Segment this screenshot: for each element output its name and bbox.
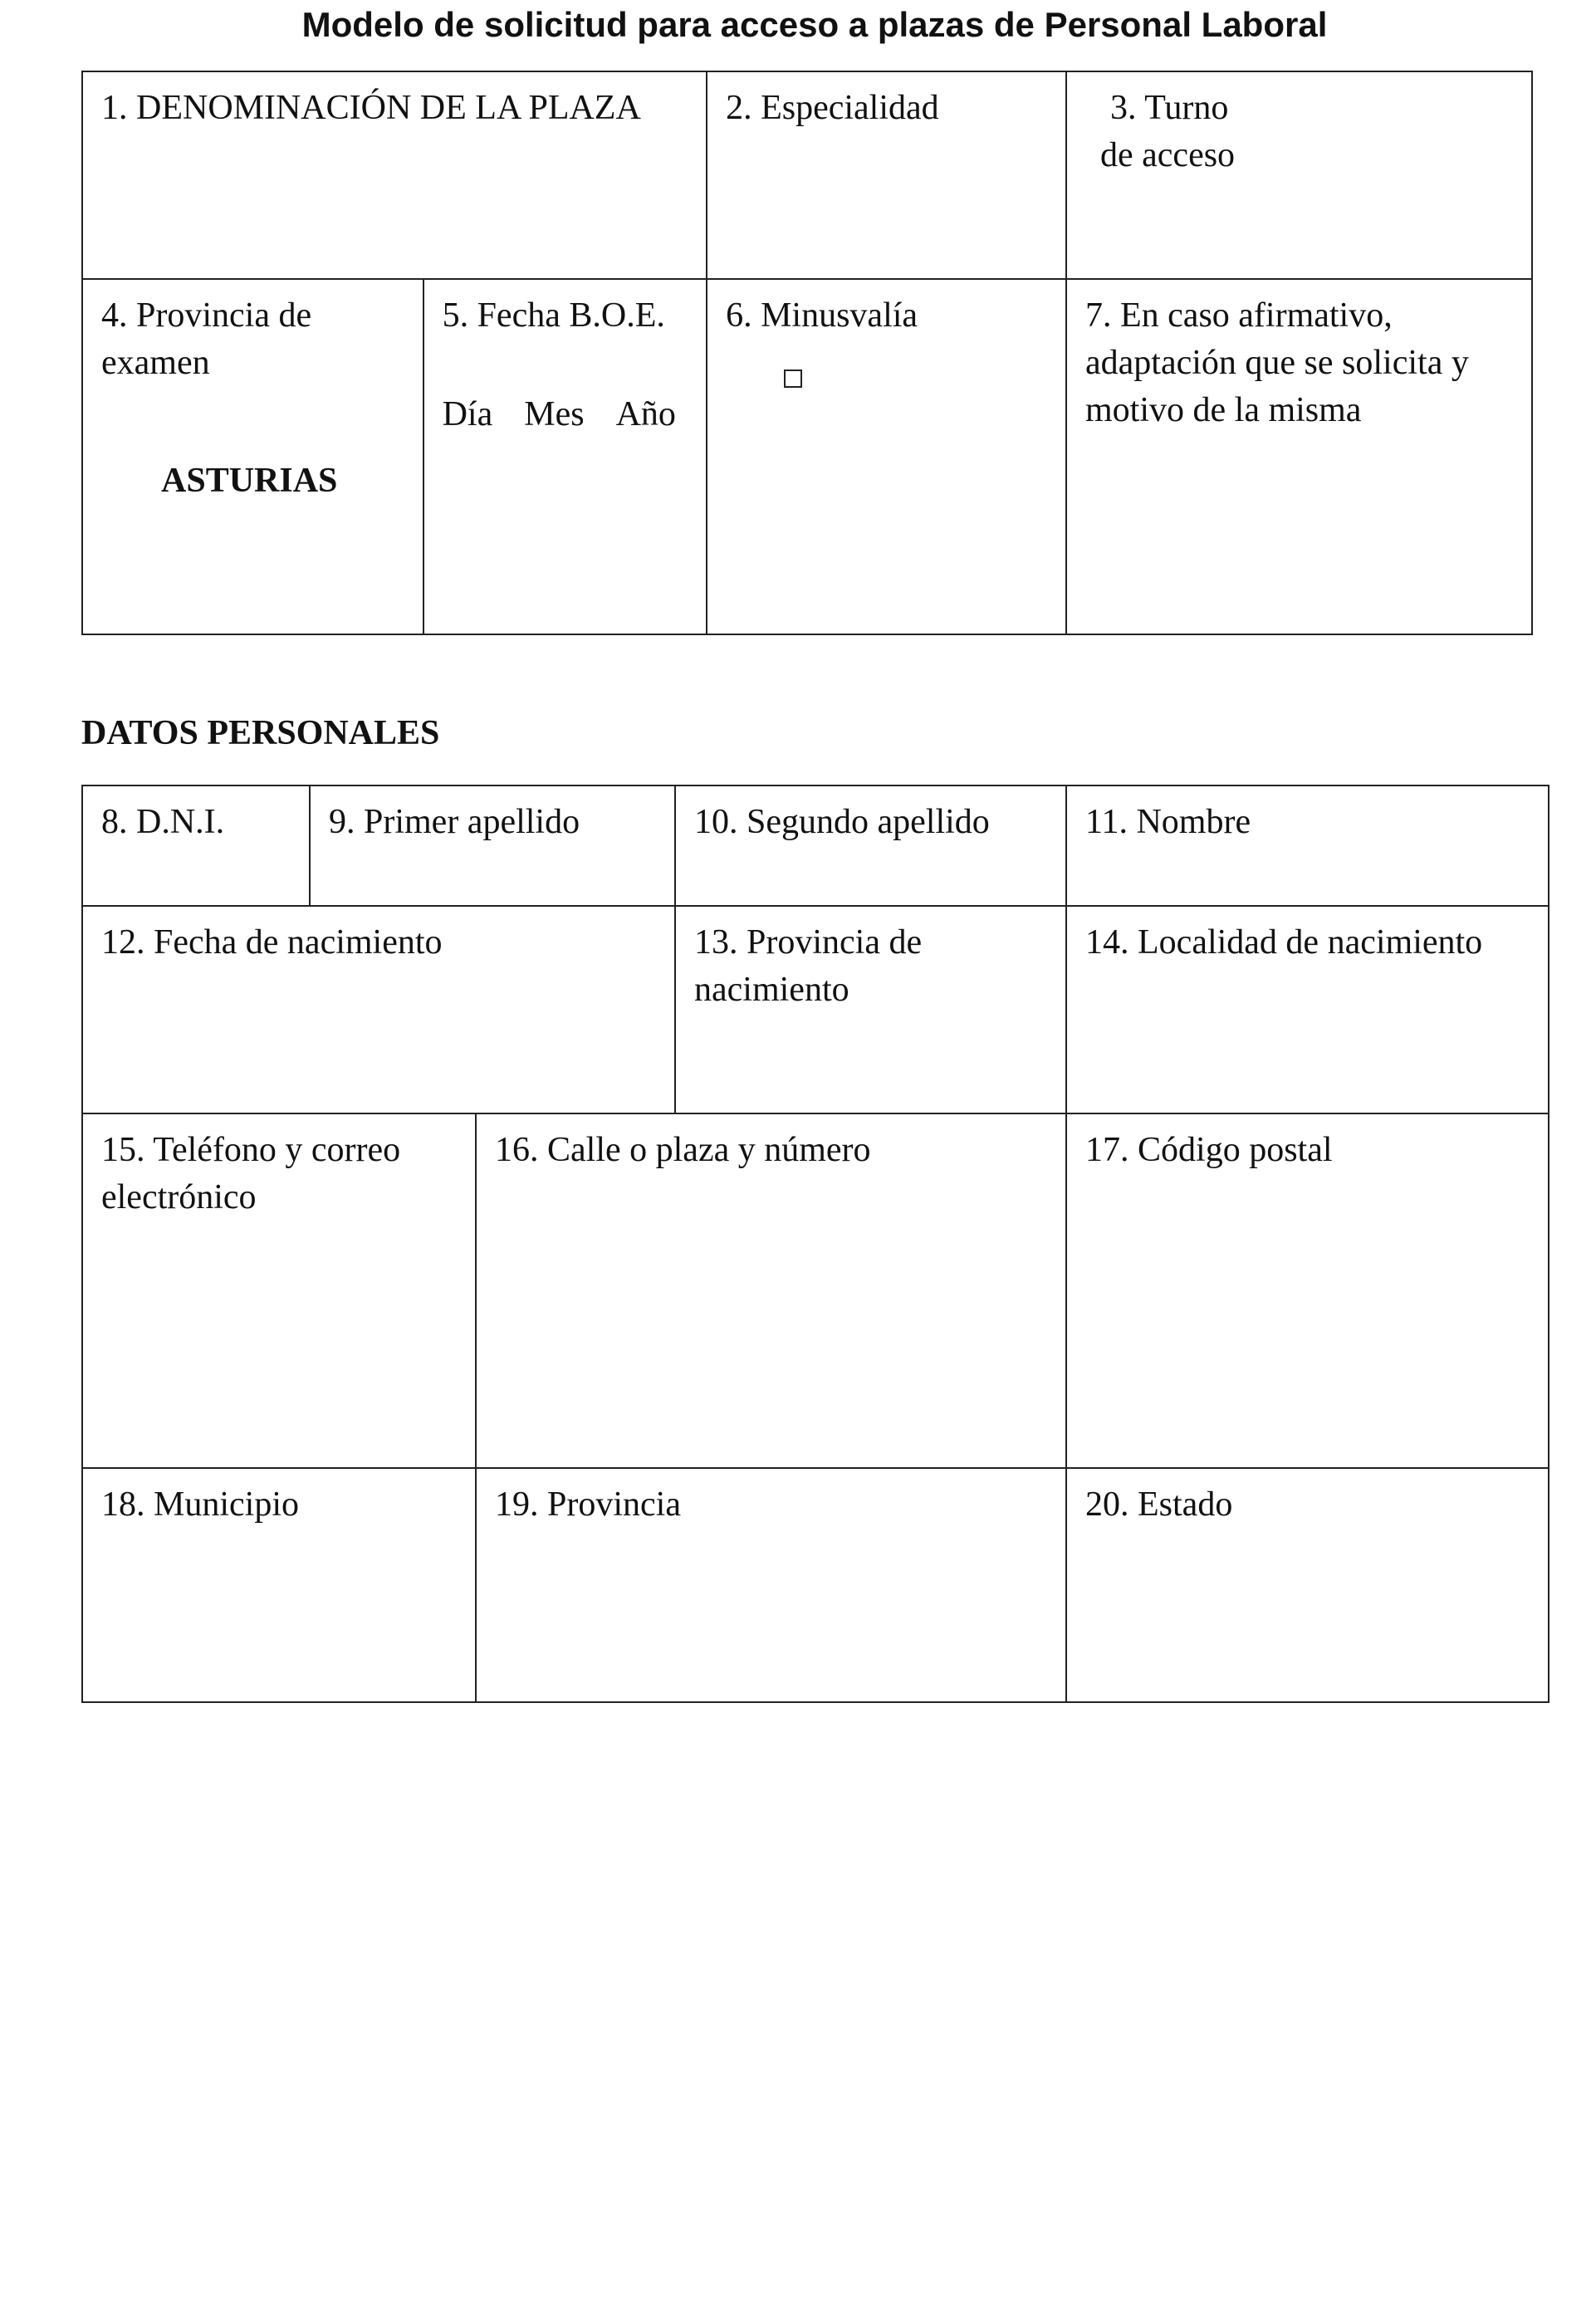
field-label-segundo-apellido: 10. Segundo apellido bbox=[694, 803, 990, 841]
fecha-dia-label: Día bbox=[442, 395, 493, 433]
field-label-minusvalia: 6. Minusvalía bbox=[726, 296, 918, 335]
field-label-dni: 8. D.N.I. bbox=[101, 803, 225, 841]
fecha-mes-label: Mes bbox=[524, 395, 585, 433]
field-telefono-correo[interactable] bbox=[82, 1113, 476, 1468]
field-segundo-apellido[interactable] bbox=[675, 785, 1066, 906]
field-codigo-postal[interactable] bbox=[1066, 1113, 1549, 1468]
field-fecha-boe[interactable] bbox=[423, 279, 707, 634]
personal-row-2 bbox=[82, 906, 1549, 1113]
field-label-provincia: 19. Provincia bbox=[495, 1485, 681, 1524]
field-especialidad[interactable] bbox=[707, 71, 1066, 279]
document-title: Modelo de solicitud para acceso a plazas de Personal Laboral bbox=[301, 5, 1328, 44]
field-primer-apellido[interactable] bbox=[310, 785, 675, 906]
field-label-especialidad: 2. Especialidad bbox=[726, 89, 939, 127]
field-label-telefono-correo: 15. Teléfono y correo electrónico bbox=[101, 1131, 401, 1216]
field-label-turno-2: de acceso bbox=[1100, 136, 1236, 174]
minusvalia-checkbox[interactable] bbox=[784, 369, 802, 388]
field-minusvalia bbox=[707, 279, 1066, 634]
field-estado[interactable] bbox=[1066, 1468, 1549, 1702]
field-label-fecha-nacimiento: 12. Fecha de nacimiento bbox=[101, 923, 443, 962]
personal-row-4 bbox=[82, 1468, 1549, 1702]
field-label-provincia-examen: 4. Provincia de examen bbox=[101, 296, 312, 382]
field-label-estado: 20. Estado bbox=[1085, 1485, 1233, 1524]
field-provincia-examen[interactable] bbox=[82, 279, 423, 634]
fecha-boe-parts bbox=[443, 391, 688, 438]
field-nombre[interactable] bbox=[1066, 785, 1549, 906]
personal-data-table bbox=[81, 785, 1549, 1703]
field-provincia[interactable] bbox=[476, 1468, 1066, 1702]
plaza-row-1 bbox=[82, 71, 1532, 279]
provincia-examen-value: ASTURIAS bbox=[161, 462, 338, 500]
field-calle[interactable] bbox=[476, 1113, 1066, 1468]
field-fecha-nacimiento[interactable] bbox=[82, 906, 675, 1113]
field-adaptacion[interactable] bbox=[1066, 279, 1532, 634]
field-turno[interactable] bbox=[1066, 71, 1532, 279]
field-label-adaptacion: 7. En caso afirmativo, adaptación que se solicita y motivo de la misma bbox=[1085, 296, 1469, 429]
field-localidad-nacimiento[interactable] bbox=[1066, 906, 1549, 1113]
field-label-primer-apellido: 9. Primer apellido bbox=[329, 803, 580, 841]
personal-row-1 bbox=[82, 785, 1549, 906]
field-label-fecha-boe: 5. Fecha B.O.E. bbox=[442, 296, 665, 335]
field-label-localidad-nacimiento: 14. Localidad de nacimiento bbox=[1085, 923, 1483, 962]
field-denominacion[interactable] bbox=[82, 71, 707, 279]
field-label-nombre: 11. Nombre bbox=[1085, 803, 1251, 841]
field-municipio[interactable] bbox=[82, 1468, 476, 1702]
field-provincia-nacimiento[interactable] bbox=[675, 906, 1066, 1113]
field-label-turno: 3. Turno bbox=[1110, 89, 1229, 127]
field-label-provincia-nacimiento: 13. Provincia de nacimiento bbox=[694, 923, 923, 1009]
personal-row-3 bbox=[82, 1113, 1549, 1468]
plaza-table bbox=[81, 71, 1533, 635]
section-heading-datos-personales: DATOS PERSONALES bbox=[81, 714, 440, 752]
fecha-anio-label: Año bbox=[615, 395, 676, 433]
field-label-codigo-postal: 17. Código postal bbox=[1085, 1131, 1333, 1169]
field-label-calle: 16. Calle o plaza y número bbox=[495, 1131, 871, 1169]
field-label-municipio: 18. Municipio bbox=[101, 1485, 299, 1524]
field-label-denominacion: 1. DENOMINACIÓN DE LA PLAZA bbox=[101, 89, 641, 127]
plaza-row-2 bbox=[82, 279, 1532, 634]
field-dni[interactable] bbox=[82, 785, 310, 906]
